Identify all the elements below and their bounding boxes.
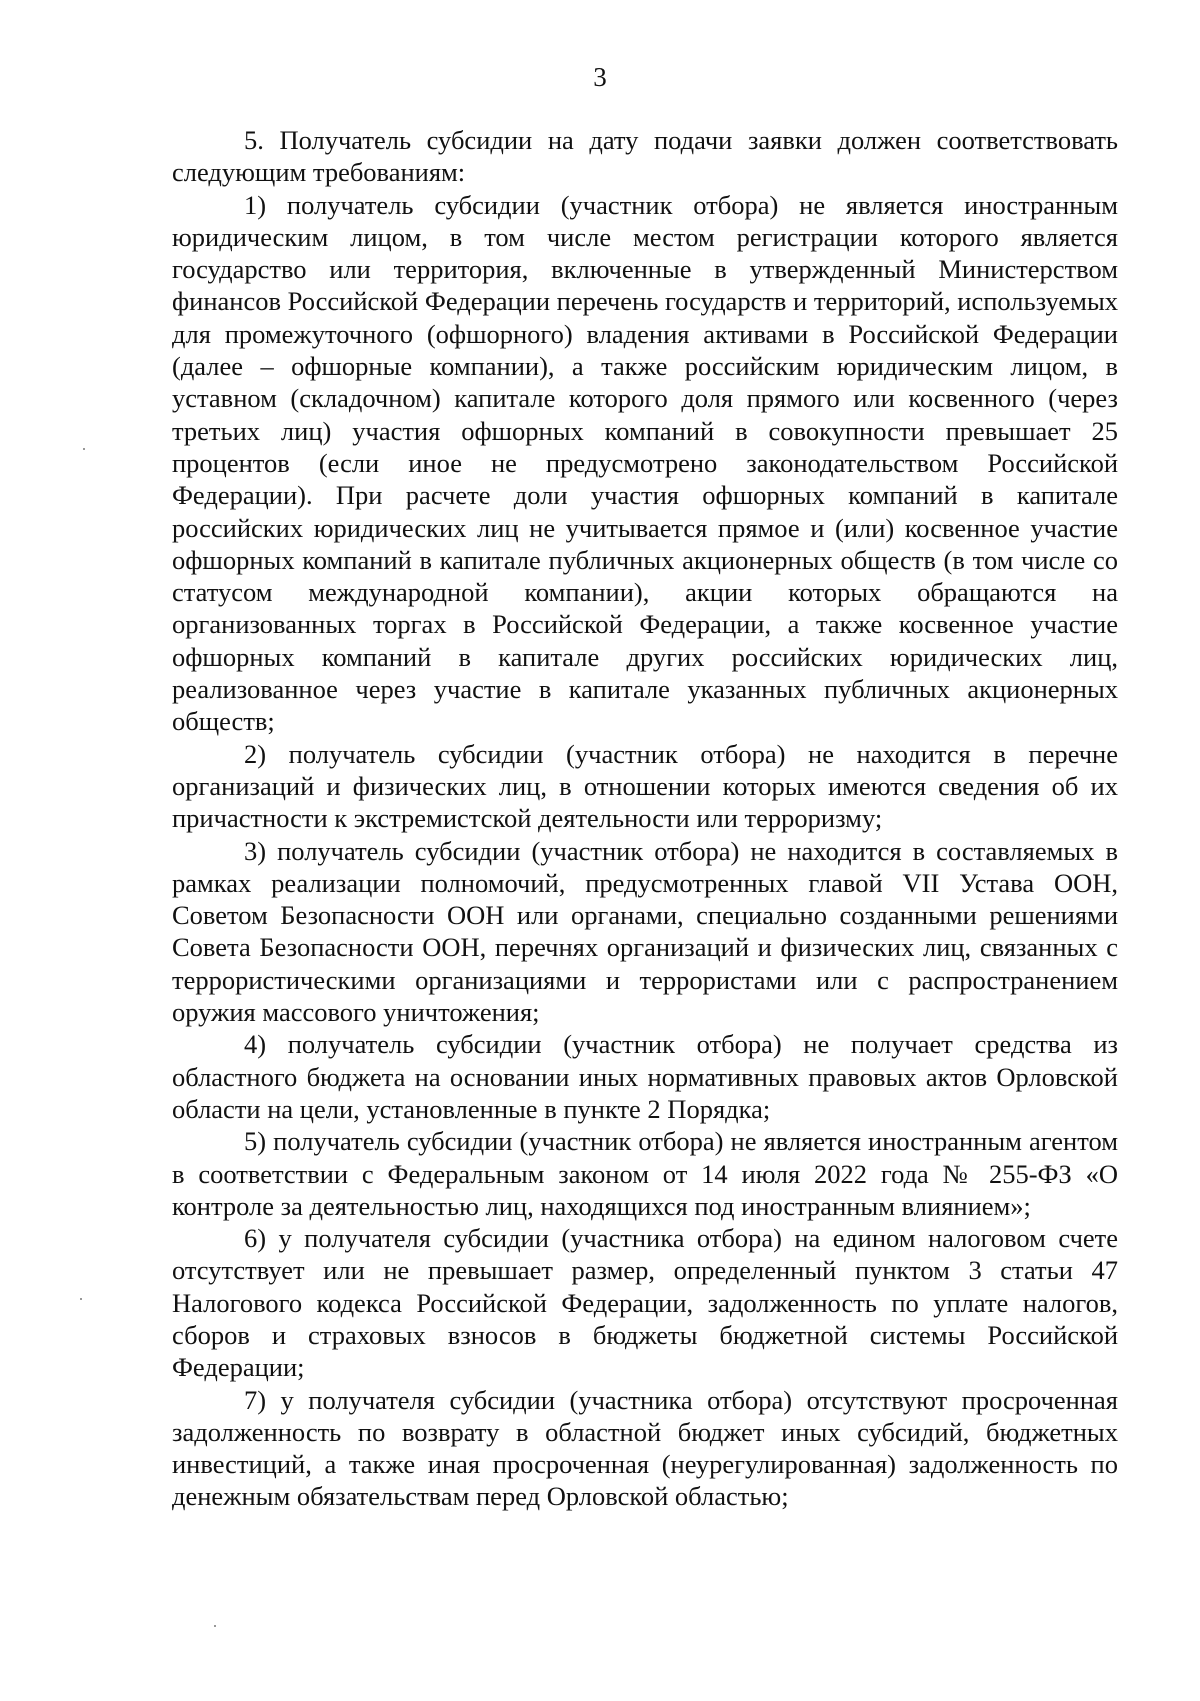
- paragraph-intro: 5. Получатель субсидии на дату подачи заявки должен соответствовать следующим требованиям:: [172, 125, 1118, 188]
- paragraph-item-2: 2) получатель субсидии (участник отбора) не находится в перечне организаций и физических лиц, в отношении которых имеются сведения об их причастности к экстремистской деятельности или терроризму;: [172, 738, 1118, 834]
- paragraph-item-1: 1) получатель субсидии (участник отбора) не является иностранным юридическим лицом, в том числе местом регистрации которого является государство или территория, включенные в утвержденный Министерством финансов Российской Федерации перечень государств и территорий, используемых для промежуточного (офшорного) владения активами в Российской Федерации (далее – офшорные компании), а также российским юридическим лицом, в уставном (складочном) капитале которого доля прямого или косвенного (через третьих лиц) участия офшорных компаний в совокупности превышает 25 процентов (если иное не предусмотрено законодательством Российской Федерации). При расчете доли участия офшорных компаний в капитале российских юридических лиц не учитывается прямое и (или) косвенное участие офшорных компаний в капитале публичных акционерных обществ (в том числе со статусом международной компании), акции которых обращаются на организованных торгах в Российской Федерации, а также косвенное участие офшорных компаний в капитале других российских юридических лиц, реализованное через участие в капитале указанных публичных акционерных обществ;: [172, 189, 1118, 737]
- paragraph-item-6: 6) у получателя субсидии (участника отбора) на едином налоговом счете отсутствует или не превышает размер, определенный пунктом 3 статьи 47 Налогового кодекса Российской Федерации, задолженность по уплате налогов, сборов и страховых взносов в бюджеты бюджетной системы Российской Федерации;: [172, 1223, 1118, 1383]
- document-body: [172, 124, 1118, 1513]
- scan-speck: [80, 1298, 82, 1300]
- page-number: 3: [593, 62, 607, 92]
- paragraph-item-7: 7) у получателя субсидии (участника отбора) отсутствуют просроченная задолженность по возврату в областной бюджет иных субсидий, бюджетных инвестиций, а также иная просроченная (неурегулированная) задолженность по денежным обязательствам перед Орловской областью;: [172, 1384, 1118, 1512]
- scan-speck: [83, 448, 85, 450]
- paragraph-item-4: 4) получатель субсидии (участник отбора) не получает средства из областного бюджета на основании иных нормативных правовых актов Орловской области на цели, установленные в пункте 2 Порядка;: [172, 1029, 1118, 1124]
- paragraph-item-5: 5) получатель субсидии (участник отбора) не является иностранным агентом в соответствии с Федеральным законом от 14 июля 2022 года № 255-ФЗ «О контроле за деятельностью лиц, находящихся под иностранным влиянием»;: [172, 1126, 1118, 1221]
- paragraph-item-3: 3) получатель субсидии (участник отбора) не находится в составляемых в рамках реализации полномочий, предусмотренных главой VII Устава ООН, Советом Безопасности ООН или органами, специально созданными решениями Совета Безопасности ООН, перечнях организаций и физических лиц, связанных с террористическими организациями и террористами или с распространением оружия массового уничтожения;: [172, 835, 1118, 1028]
- scan-speck: [214, 1625, 216, 1627]
